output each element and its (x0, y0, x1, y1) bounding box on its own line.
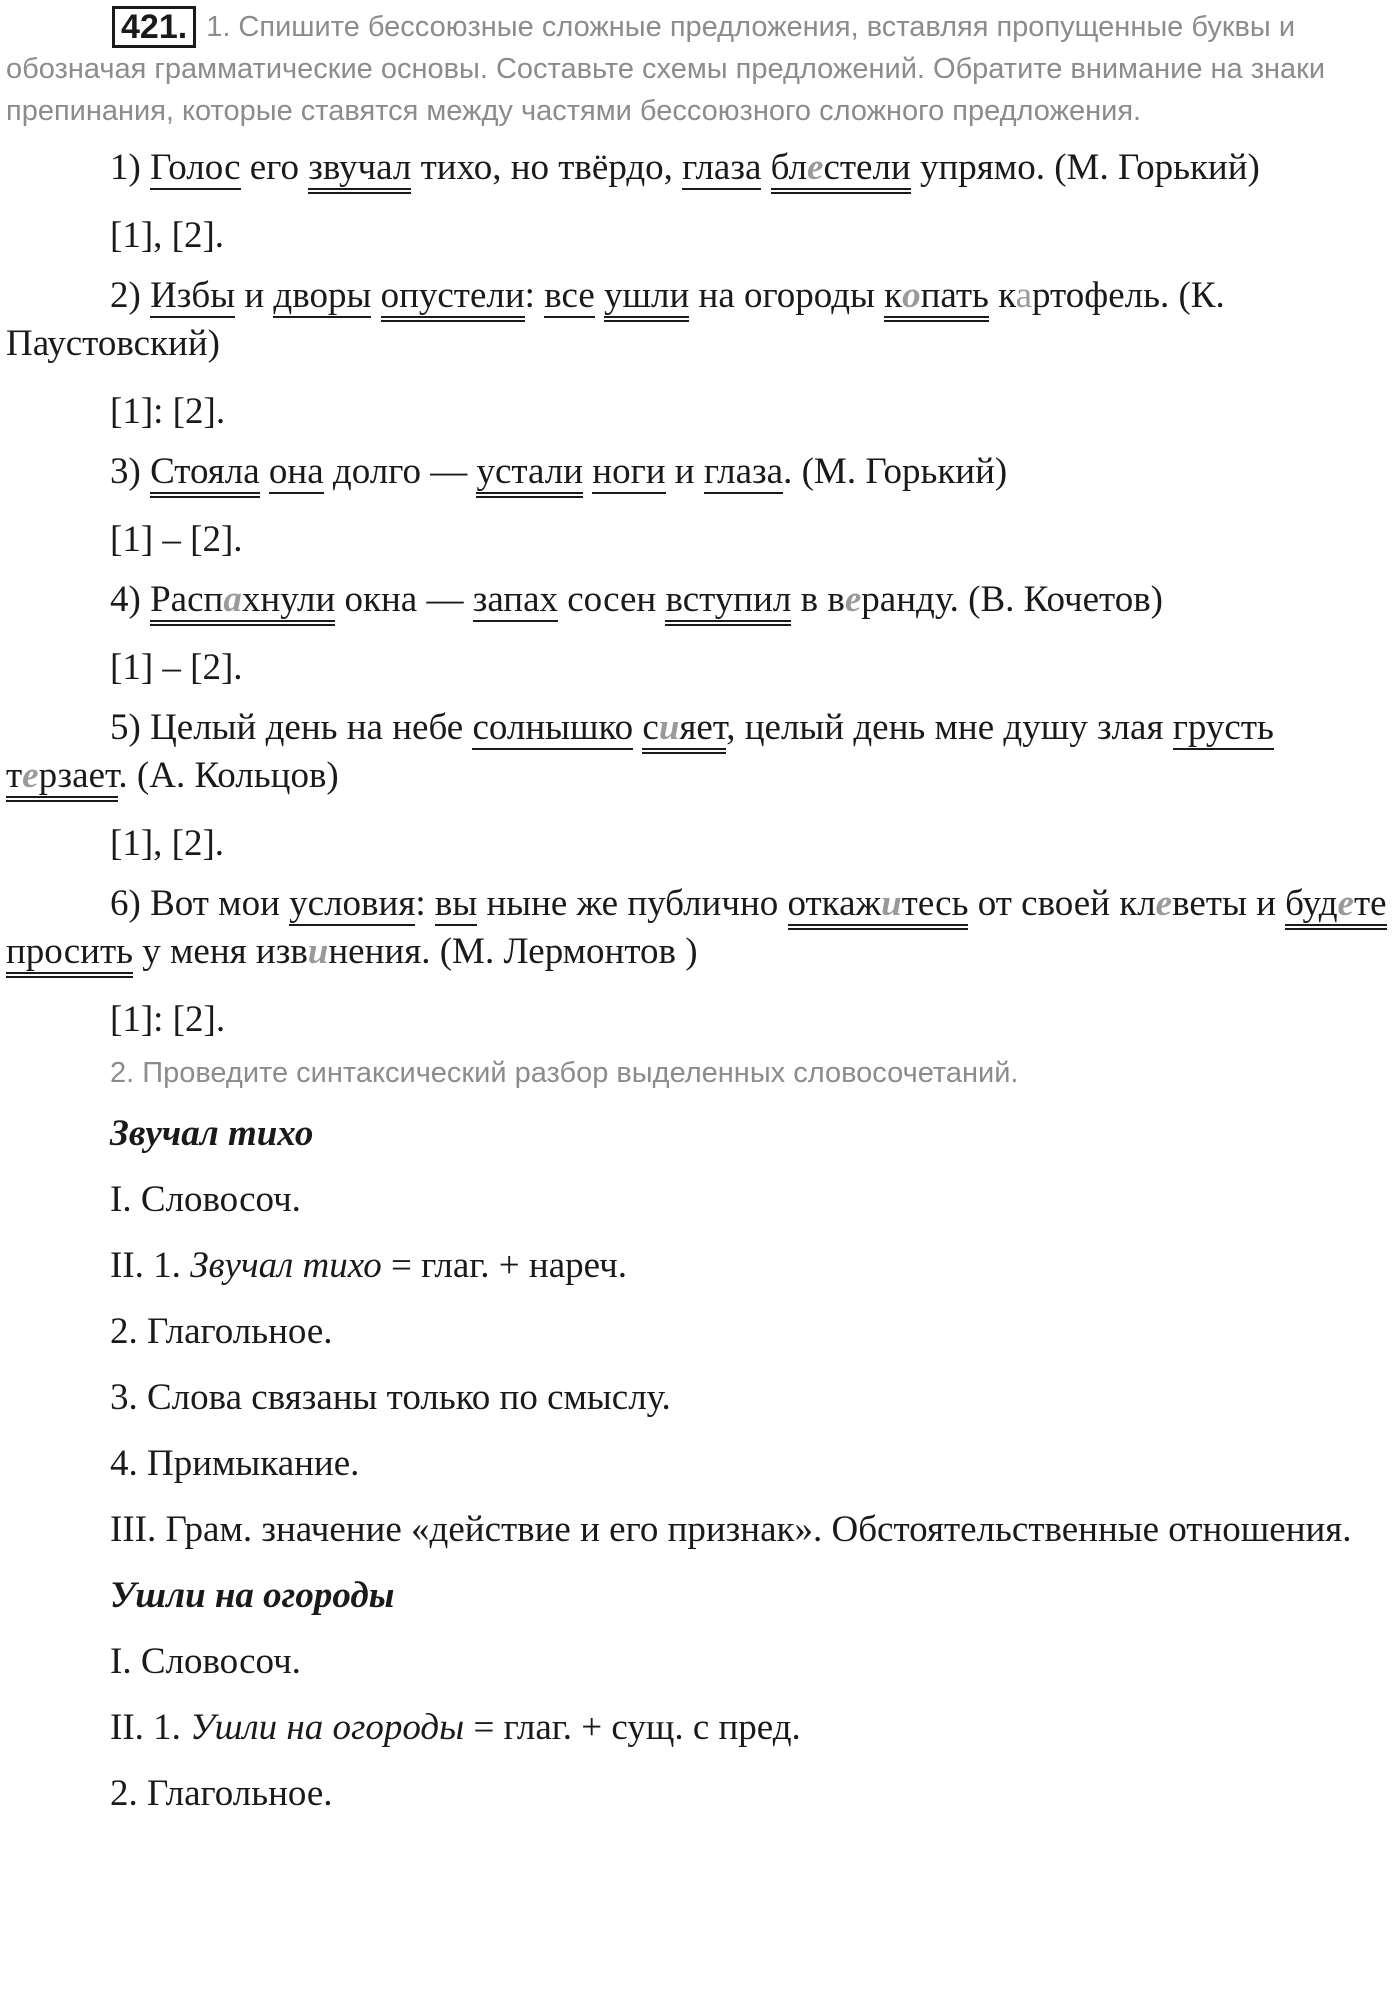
sentence-2: 2) Избы и дворы опустели: все ушли на огороды копать картофель. (К. Паустовский) (6, 275, 1225, 364)
analysis-2-heading: Ушли на огороды (110, 1575, 395, 1616)
analysis-1-heading: Звучал тихо (110, 1113, 314, 1154)
analysis-1-line-1: I. Словосоч. (110, 1179, 301, 1220)
analysis-1-line-2: II. 1. Звучал тихо = глаг. + нареч. (110, 1245, 627, 1286)
task-2: 2. Проведите синтаксический разбор выделенных словосочетаний. (110, 1057, 1019, 1089)
sentence-4: 4) Распахнули окна — запах сосен вступил в веранду. (В. Кочетов) (6, 576, 1390, 624)
sentence-1: 1) Голос его звучал тихо, но твёрдо, глаза блестели упрямо. (М. Горький) (6, 144, 1390, 192)
analysis-1-line-6: III. Грам. значение «действие и его признак». Обстоятельственные отношения. (110, 1509, 1352, 1550)
task-1-text: 1. Спишите бессоюзные сложные предложения, вставляя пропущенные буквы и обозначая грамматические основы. Составьте схемы предложений. Обратите внимание на знаки препинания, которые ставятся между частями бессоюзного сложного предложения. (6, 11, 1326, 127)
analysis-2-phrase: Ушли на огороды (190, 1707, 465, 1748)
analysis-2-line-1: I. Словосоч. (110, 1641, 301, 1682)
scheme-2: [1]: [2]. (110, 391, 226, 432)
analysis-1-line-5: 4. Примыкание. (110, 1443, 360, 1484)
task-1 (6, 6, 1390, 132)
analysis-2-line-2: II. 1. Ушли на огороды = глаг. + сущ. с пред. (110, 1707, 801, 1748)
scheme-1: [1], [2]. (110, 215, 225, 256)
analysis-1-line-4: 3. Слова связаны только по смыслу. (110, 1377, 671, 1418)
analysis-2-line-3: 2. Глагольное. (110, 1773, 333, 1814)
analysis-1-phrase: Звучал тихо (190, 1245, 382, 1286)
analysis-1-line-3: 2. Глагольное. (110, 1311, 333, 1352)
scheme-4: [1] – [2]. (110, 647, 243, 688)
sentence-3: 3) Стояла она долго — устали ноги и глаза. (М. Горький) (6, 448, 1390, 496)
scheme-5: [1], [2]. (110, 823, 225, 864)
exercise-number: 421. (112, 6, 196, 48)
scheme-6: [1]: [2]. (110, 999, 226, 1040)
sentence-6: 6) Вот мои условия: вы ныне же публично откажитесь от своей клеветы и будете просить у меня извинения. (М. Лермонтов ) (6, 880, 1390, 976)
sentence-5: 5) Целый день на небе солнышко сияет, целый день мне душу злая грусть терзает. (А. Кольцов) (6, 704, 1390, 800)
scheme-3: [1] – [2]. (110, 519, 243, 560)
